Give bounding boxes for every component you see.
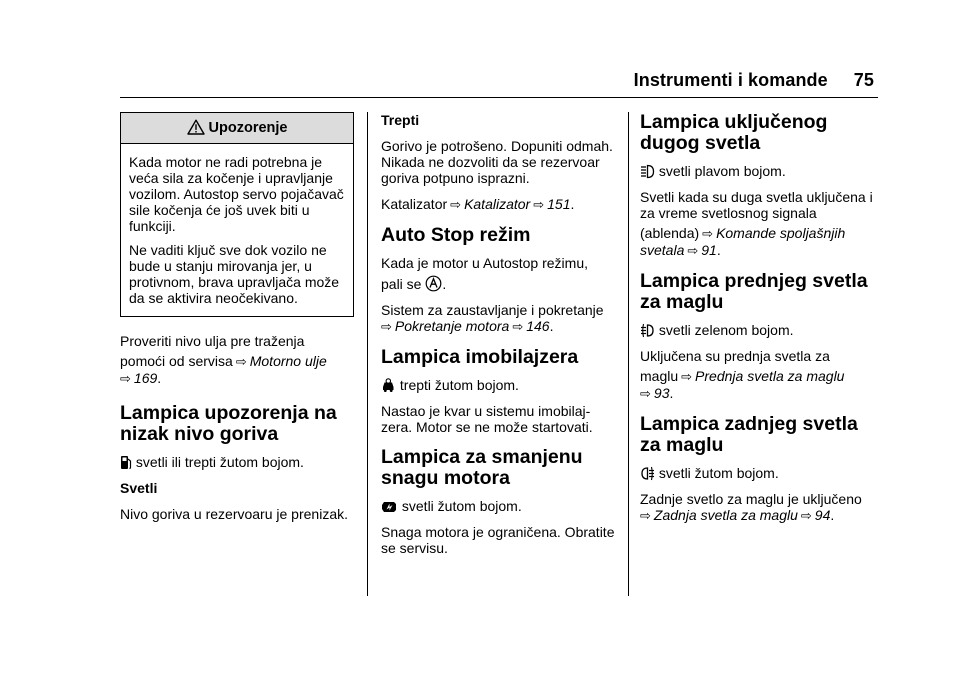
page-ref-arrow-icon: ⇨	[512, 319, 524, 334]
fuel-text: svetli ili trepti žutom bojom.	[135, 454, 304, 470]
ref-arrow-icon: ⇨	[640, 508, 651, 523]
fuel-reserve-paragraph: Nivo goriva u rezervoaru je prenizak.	[120, 506, 348, 522]
autostop-text-a: Kada je motor u Autostop režimu,	[381, 255, 588, 271]
exterior-lights-ref-link-a[interactable]: Komande spoljašnjih	[716, 225, 846, 241]
autostop-icon	[425, 275, 442, 292]
ref-arrow-icon: ⇨	[681, 369, 693, 384]
front-fog-ref-paragraph	[640, 368, 878, 402]
warning-box	[120, 112, 354, 317]
autostop-system-text: Sistem za zaustavljanje i pokretanje	[381, 302, 604, 318]
front-fog-paragraph	[640, 322, 878, 338]
page-ref-arrow-icon: ⇨	[687, 243, 699, 258]
page-ref-arrow-icon: ⇨	[533, 197, 545, 212]
oil-page-link[interactable]: 169	[133, 370, 158, 386]
autostop-paragraph	[381, 275, 617, 292]
front-fog-heading: Lampica prednjeg svetla za maglu	[640, 270, 868, 313]
rear-fog-heading: Lampica zadnjeg svetla za maglu	[640, 413, 858, 456]
autostop-heading: Auto Stop režim	[381, 224, 531, 246]
fuel-paragraph	[120, 454, 354, 470]
ref-arrow-icon: ⇨	[381, 319, 392, 334]
rear-fog-light-icon	[640, 466, 655, 481]
period: .	[442, 276, 447, 292]
rear-fog-ref-paragraph	[640, 491, 878, 524]
rear-fog-desc: Zadnje svetlo za maglu je uključeno	[640, 491, 862, 507]
page-ref-arrow-icon: ⇨	[800, 508, 812, 523]
warning-title: Upozorenje	[208, 120, 288, 136]
oil-paragraph-ref	[120, 353, 354, 387]
section-title: Instrumenti i komande	[633, 70, 828, 90]
oil-paragraph	[120, 333, 354, 349]
rear-fog-ref-link[interactable]: Zadnja svetla za maglu	[653, 507, 798, 523]
column-divider-right	[628, 112, 629, 596]
trepti-label: Trepti	[381, 112, 420, 128]
front-fog-ref-link[interactable]: Prednja svetla za maglu	[695, 368, 845, 384]
fuel-heading: Lampica upozorenja na nizak nivo goriva	[120, 402, 337, 445]
oil-text-a: Proveriti nivo ulja pre traženja	[120, 333, 305, 349]
start-engine-page-link[interactable]: 146	[526, 318, 550, 334]
reduced-power-paragraph	[381, 498, 617, 514]
period: .	[549, 318, 554, 334]
immobilizer-heading: Lampica imobilajzera	[381, 346, 579, 368]
autostop-system-paragraph	[381, 302, 617, 335]
warning-paragraph-2: Ne vaditi ključ sve dok vozilo ne bude u stanju mirovanja jer, u protivnom, brava upravljača može da se aktivira neočekivano.	[129, 242, 340, 306]
warning-body	[121, 144, 353, 316]
page-header	[634, 70, 874, 91]
period: .	[716, 242, 721, 258]
immobilizer-text: trepti žutom bojom.	[399, 377, 519, 393]
exterior-lights-ref-link-b[interactable]: svetala	[640, 242, 685, 258]
ref-arrow-icon: ⇨	[450, 197, 462, 212]
page-number: 75	[853, 70, 874, 90]
oil-text-b: pomoći od servisa	[120, 353, 233, 369]
high-beam-text: svetli plavom bojom.	[658, 163, 786, 179]
autostop-text-b: pali se	[381, 276, 422, 292]
column-3	[640, 112, 878, 534]
high-beam-heading: Lampica uključenog dugog svetla	[640, 111, 828, 154]
oil-ref-link[interactable]: Motorno ulje	[249, 353, 327, 369]
header-rule	[120, 97, 878, 98]
reduced-power-heading: Lampica za smanjenu snagu motora	[381, 446, 583, 489]
start-engine-ref-link[interactable]: Pokretanje motora	[394, 318, 510, 334]
page-ref-arrow-icon: ⇨	[640, 386, 651, 401]
high-beam-ref-paragraph	[640, 225, 878, 259]
high-beam-paragraph	[640, 163, 878, 179]
high-beam-icon	[640, 164, 655, 179]
period: .	[570, 196, 575, 212]
svetli-label: Svetli	[120, 480, 158, 496]
front-fog-desc: Uključena su prednja svetla za	[640, 348, 830, 364]
ref-arrow-icon: ⇨	[702, 226, 714, 241]
ref-arrow-icon: ⇨	[235, 354, 247, 369]
rear-fog-paragraph	[640, 465, 878, 481]
column-1	[120, 112, 354, 532]
catalyst-page-link[interactable]: 151	[547, 196, 571, 212]
warning-header	[121, 113, 353, 144]
period: .	[157, 370, 162, 386]
warning-paragraph-1: Kada motor ne radi potrebna je veća sila za kočenje i upravljanje vozilom. Autostop servo pojačavač sile kočenja će još uvek biti u funkciji.	[129, 154, 344, 234]
reduced-power-desc: Snaga motora je ograničena. Obratite se servisu.	[381, 524, 615, 556]
exterior-lights-page-link[interactable]: 91	[701, 242, 717, 258]
fuel-pump-icon	[120, 454, 132, 470]
period: .	[669, 385, 674, 401]
catalyst-ref-link[interactable]: Katalizator	[464, 196, 531, 212]
fuel-empty-paragraph: Gorivo je potrošeno. Dopuniti odmah. Nikada ne dozvoliti da se rezervoar goriva potpuno isprazni.	[381, 138, 613, 186]
period: .	[830, 507, 835, 523]
front-fog-light-icon	[640, 323, 655, 338]
column-divider-left	[367, 112, 368, 596]
column-2	[381, 112, 617, 566]
catalyst-paragraph	[381, 196, 617, 213]
front-fog-text: svetli zelenom bojom.	[658, 322, 794, 338]
front-fog-text-b: maglu	[640, 368, 679, 384]
catalyst-text: Katalizator	[381, 196, 448, 212]
high-beam-desc: Svetli kada su duga svetla uključena i za vreme svetlosnog signala	[640, 189, 873, 221]
high-beam-text-c: (ablenda)	[640, 225, 700, 241]
rear-fog-page-link[interactable]: 94	[814, 507, 831, 523]
immobilizer-car-key-icon	[381, 378, 396, 393]
page-ref-arrow-icon: ⇨	[120, 371, 131, 386]
reduced-power-text: svetli žutom bojom.	[401, 498, 522, 514]
immobilizer-paragraph	[381, 377, 617, 393]
rear-fog-text: svetli žutom bojom.	[658, 465, 779, 481]
reduced-engine-power-icon	[381, 499, 398, 514]
immobilizer-fault-paragraph: Nastao je kvar u sistemu imobilaj-zera. Motor se ne može startovati.	[381, 403, 593, 435]
warning-triangle-icon	[187, 119, 205, 135]
front-fog-page-link[interactable]: 93	[653, 385, 670, 401]
